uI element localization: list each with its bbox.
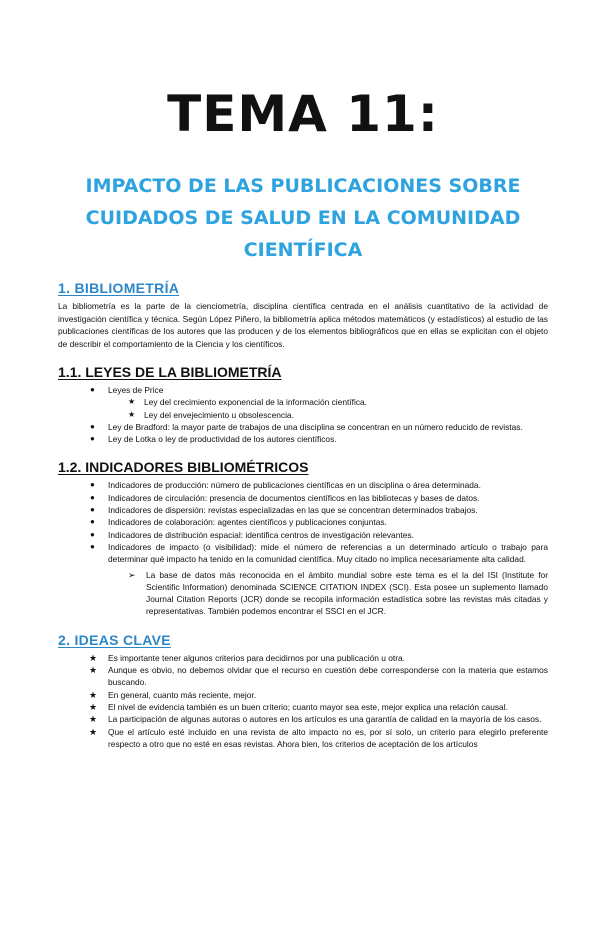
list-subitem: ★ Ley del crecimiento exponencial de la información científica.: [128, 397, 367, 408]
star-icon: ★: [89, 726, 98, 737]
list-item: ★ La participación de algunas autoras o autores en los artículos es una garantía de calidad en la mayoría de los casos.: [89, 714, 542, 725]
bullet-icon: ●: [90, 492, 95, 502]
arrow-icon: ➢: [128, 569, 136, 580]
section-heading: 2. IDEAS CLAVE: [58, 631, 171, 648]
main-title: TEMA 11:: [167, 85, 439, 143]
section-leyes: [58, 364, 548, 445]
list-item: ● Indicadores de dispersión: revistas especializadas en las que se concentran determinados trabajos.: [90, 505, 478, 516]
bullet-icon: ●: [90, 385, 95, 394]
section-heading: 1.2. INDICADORES BIBLIOMÉTRICOS: [58, 459, 309, 476]
bullet-icon: ●: [90, 541, 95, 551]
bullet-icon: ●: [90, 505, 95, 515]
list-item: ★ Es importante tener algunos criterios para decidirnos por una publicación u otra.: [89, 652, 406, 663]
section-paragraph: La bibliometría es la parte de la cienciometría, disciplina científica centrada en el análisis cuantitativo de la actividad de investigación científica y técnica. Según López Piñero, la bibliometría aplica métodos matemáticos (y estadísticos) al estudio de las publicaciones científicas de los autores que las producen y de los elementos bibliográficos que en ellas se explicitan con el objeto de describir el comportamiento de la Ciencia y los científicos.: [58, 301, 548, 349]
list-subitem: ★ Ley del envejecimiento u obsolescencia.: [128, 409, 294, 420]
list-item: ● Ley de Lotka o ley de productividad de los autores científicos.: [90, 434, 337, 445]
bullet-icon: ●: [90, 434, 95, 444]
list-item: ● Ley de Bradford: la mayor parte de trabajos de una disciplina se concentran en un número reducido de revistas.: [90, 421, 523, 432]
section-heading: 1. BIBLIOMETRÍA: [58, 280, 180, 296]
star-icon: ★: [89, 714, 98, 725]
section-indicadores: [58, 459, 548, 617]
bullet-icon: ●: [90, 529, 95, 539]
star-icon: ★: [89, 652, 98, 663]
list-item: ★ En general, cuanto más reciente, mejor.: [89, 689, 257, 700]
star-icon: ★: [128, 409, 136, 419]
document-page: [0, 86, 600, 934]
list-item: ● Indicadores de producción: número de publicaciones científicas en un disciplina o área determinada.: [90, 480, 481, 491]
subtitle-line: CIENTÍFICA: [243, 239, 363, 261]
star-icon: ★: [128, 397, 136, 407]
bullet-icon: ●: [90, 421, 95, 431]
section-ideas-clave: [58, 632, 548, 750]
list-item: ● Indicadores de distribución espacial: identifica centros de investigación relevantes.: [90, 529, 414, 540]
section-bibliometria: [58, 280, 548, 350]
list-item: ★ Que el artículo esté incluido en una revista de alto impacto no es, por sí solo, un criterio para elegirlo preferente respecto a otro que no esté en esas revistas. Ahora bien, los criterios de aceptación de los artículos: [89, 726, 548, 749]
section-heading: 1.1. LEYES DE LA BIBLIOMETRÍA: [58, 364, 282, 380]
subtitle: [58, 170, 548, 266]
list-item: ★ Aunque es obvio, no debemos olvidar que el recurso en cuestión debe corresponderse con la materia que estamos buscando.: [89, 665, 548, 688]
subtitle-line: IMPACTO DE LAS PUBLICACIONES SOBRE: [85, 175, 521, 197]
bullet-icon: ●: [90, 517, 95, 527]
list-item: ● Indicadores de colaboración: agentes científicos y publicaciones conjuntas.: [90, 517, 387, 528]
list-item: ● Indicadores de impacto (o visibilidad): mide el número de referencias a un determinado artículo o trabajo para determinar qué impacto ha tenido en la comunidad científica. Muy citado no implica necesariamente alta calidad.: [90, 541, 548, 565]
bullet-icon: ●: [90, 480, 95, 490]
list-item: ★ El nivel de evidencia también es un buen criterio; cuanto mayor sea este, mejor explica una relación causal.: [89, 701, 508, 712]
leyes-list: [58, 384, 548, 445]
list-item: ● Indicadores de circulación: presencia de documentos científicos en las bibliotecas y bases de datos.: [90, 492, 480, 503]
list-subitem: ➢ La base de datos más reconocida en el ámbito mundial sobre este tema es el la del ISI (Institute for Scientific Information) denominada SCIENCE CITATION INDEX (SCI). Esta posee un suplemento llamado Journal Citation Reports (JCR) donde se recopila información estadística sobre las revistas más citadas y representativas. También podemos encontrar el SSCI en el JCR.: [128, 569, 548, 617]
star-icon: ★: [89, 701, 98, 712]
subtitle-line: CUIDADOS DE SALUD EN LA COMUNIDAD: [85, 207, 521, 229]
ideas-list: [58, 652, 548, 750]
star-icon: ★: [89, 665, 98, 676]
list-item: ● Leyes de Price: [90, 385, 164, 395]
indicadores-list: [58, 479, 548, 617]
star-icon: ★: [89, 689, 98, 700]
